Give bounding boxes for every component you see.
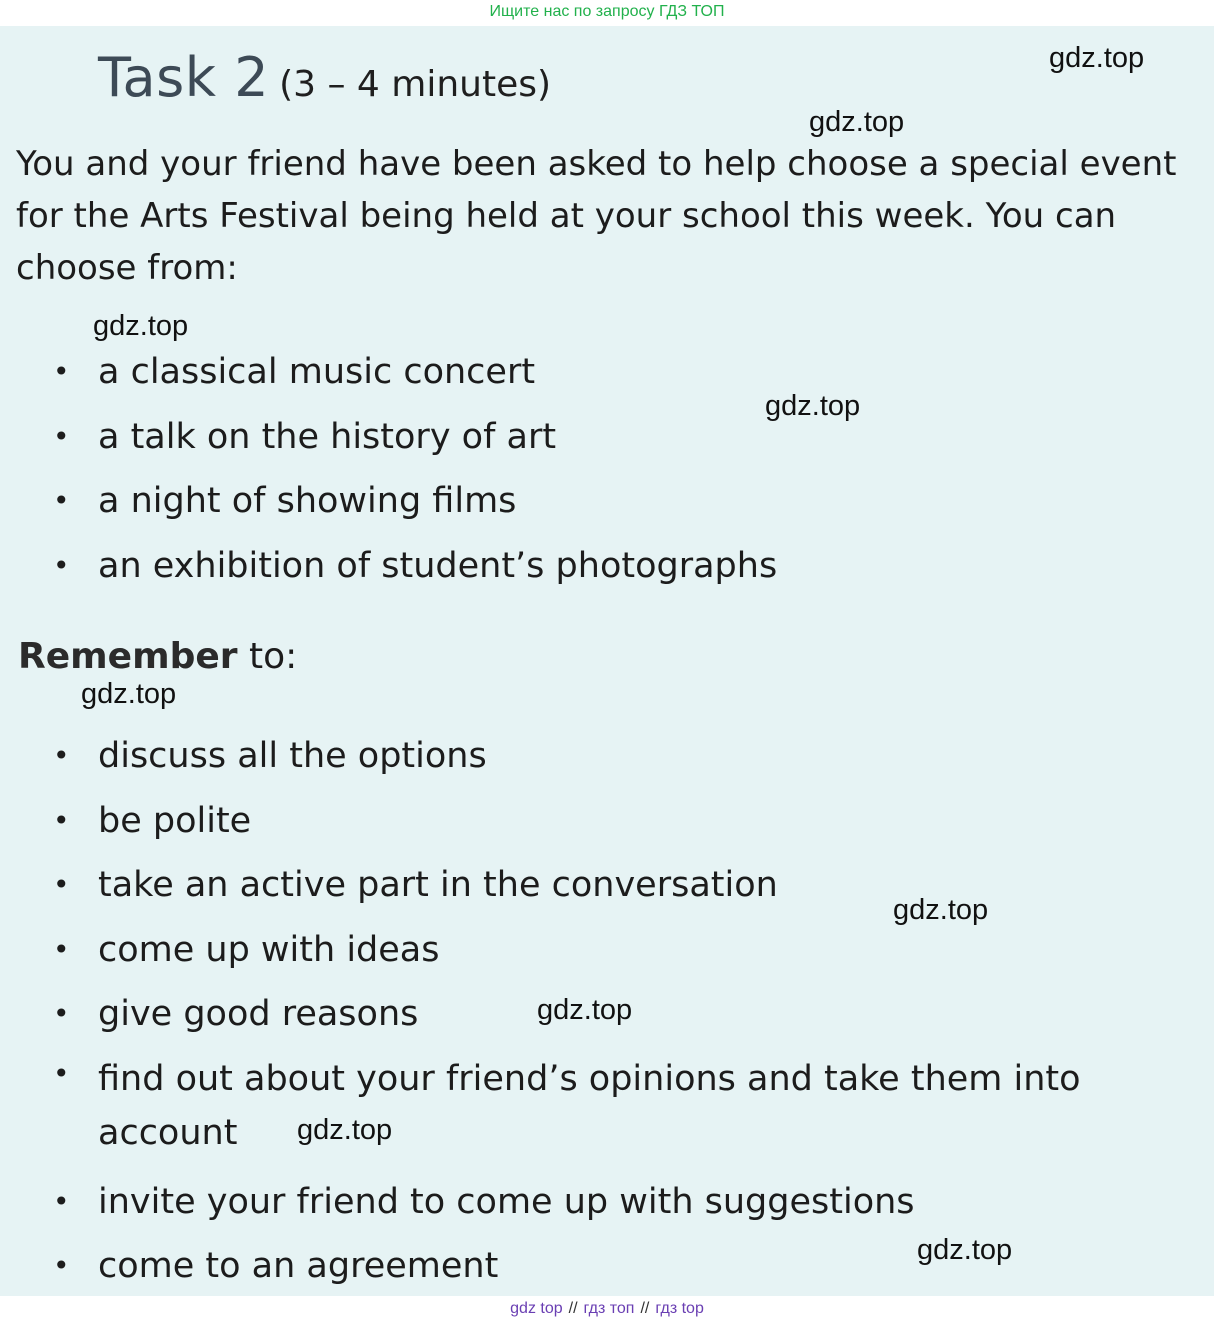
watermark: gdz.top (297, 1114, 393, 1146)
list-item: • come to an agreement (48, 1234, 1178, 1296)
list-item: • a classical music concert (48, 340, 777, 405)
top-banner[interactable]: Ищите нас по запросу ГДЗ ТОП (0, 0, 1214, 26)
separator: // (640, 1300, 650, 1317)
remember-heading (18, 636, 297, 677)
task-title (98, 46, 551, 109)
list-item: • discuss all the options (48, 724, 1178, 789)
bullet-icon: • (53, 868, 70, 901)
bottom-link-1[interactable]: gdz top (510, 1300, 563, 1317)
list-item: • an exhibition of student’s photographs (48, 534, 777, 599)
bottom-banner[interactable] (0, 1296, 1214, 1323)
bullet-icon: • (53, 419, 70, 453)
watermark: gdz.top (917, 1234, 1013, 1266)
task-instructions: You and your friend have been asked to help choose a special event for the Arts Festival being held at your school this week. You can choose from: (16, 144, 1177, 288)
watermark: gdz.top (537, 994, 633, 1026)
remember-rest: to: (237, 636, 298, 677)
watermark: gdz.top (1049, 42, 1145, 74)
remember-bold: Remember (18, 636, 238, 677)
bullet-icon: • (53, 1249, 70, 1282)
bullet-icon: • (53, 1056, 70, 1090)
list-item: • take an active part in the conversation (48, 853, 1178, 918)
list-item: • find out about your friend’s opinions and take them into account (48, 1047, 1178, 1170)
watermark: gdz.top (81, 678, 177, 710)
bullet-icon: • (53, 997, 70, 1030)
list-item: • give good reasons (48, 982, 1178, 1047)
bullet-icon: • (53, 1184, 70, 1218)
watermark: gdz.top (893, 894, 989, 926)
textbook-page (0, 26, 1214, 1296)
separator: // (568, 1300, 578, 1317)
event-options-list (48, 340, 777, 598)
bullet-icon: • (53, 932, 70, 966)
list-item: • come up with ideas (48, 918, 1178, 983)
watermark: gdz.top (765, 390, 861, 422)
bullet-icon: • (53, 803, 70, 837)
bullet-icon: • (53, 739, 70, 772)
task-number: Task 2 (98, 46, 270, 109)
list-item: • be polite (48, 789, 1178, 854)
bullet-icon: • (53, 355, 70, 388)
list-item: • invite your friend to come up with suggestions (48, 1170, 1178, 1235)
bullet-icon: • (53, 548, 70, 582)
task-duration: (3 – 4 minutes) (279, 64, 552, 105)
watermark: gdz.top (93, 310, 189, 342)
list-item: • a night of showing films (48, 469, 777, 534)
bullet-icon: • (53, 484, 70, 517)
watermark: gdz.top (809, 106, 905, 138)
bottom-link-3[interactable]: гдз top (655, 1300, 704, 1317)
bottom-link-2[interactable]: гдз топ (583, 1300, 635, 1317)
list-item: • a talk on the history of art (48, 405, 777, 470)
